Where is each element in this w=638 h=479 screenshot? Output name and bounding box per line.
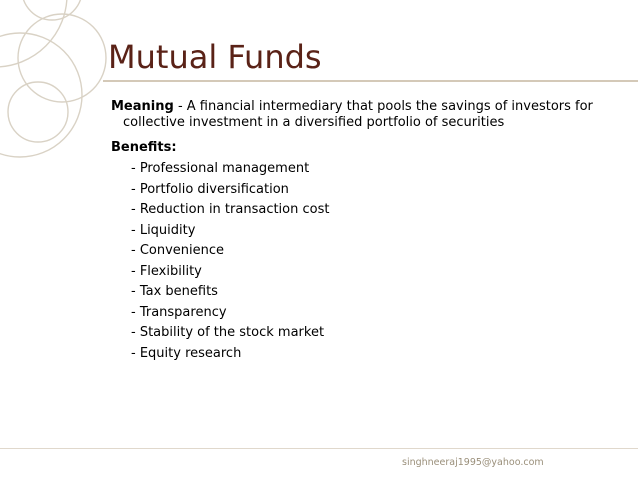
benefit-item: - Professional management [131,161,310,176]
decorative-circles [0,0,110,170]
benefit-item: - Convenience [131,243,225,258]
benefit-item: - Reduction in transaction cost [131,202,330,217]
footer [0,448,638,479]
benefit-item: - Liquidity [131,222,196,238]
slide-body [111,99,621,364]
footer-divider [0,448,638,449]
meaning-text: - A financial intermediary that pools the savings of investors for collective investment in a diversified portfolio of securities [123,99,593,130]
benefit-item: - Flexibility [131,263,202,279]
benefit-item: - Portfolio diversification [131,181,289,197]
benefit-item: - Tax benefits [131,284,218,299]
meaning-paragraph [111,99,621,131]
benefit-item: - Equity research [131,345,242,361]
benefit-item: - Transparency [131,304,227,320]
title-underline [103,80,638,82]
benefits-heading: Benefits: [111,140,177,155]
slide-title: Mutual Funds [108,38,322,76]
benefits-list [111,159,621,364]
benefit-item: - Stability of the stock market [131,325,325,340]
meaning-label: Meaning [111,99,174,114]
footer-email: singhneeraj1995@yahoo.com [402,457,544,468]
